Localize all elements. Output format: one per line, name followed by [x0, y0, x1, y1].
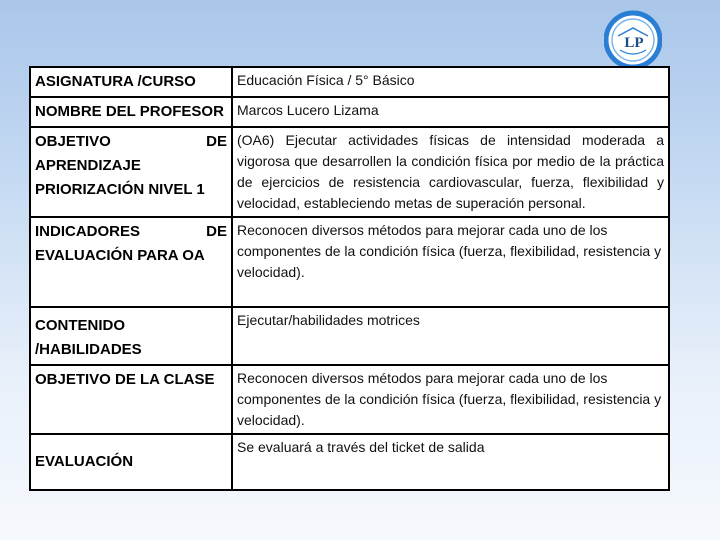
table-row [30, 97, 669, 127]
row-label-teacher: NOMBRE DEL PROFESOR [30, 97, 232, 127]
row-label-class-objective: OBJETIVO DE LA CLASE [30, 365, 232, 434]
row-label-subject: ASIGNATURA /CURSO [30, 67, 232, 97]
row-value-class-objective: Reconocen diversos métodos para mejorar cada uno de los componentes de la condición física (fuerza, flexibilidad, resistencia y velocidad). [232, 365, 669, 434]
school-logo-icon [604, 10, 662, 70]
table-row [30, 67, 669, 97]
table-row [30, 434, 669, 490]
table-row [30, 307, 669, 365]
row-value-objective: (OA6) Ejecutar actividades físicas de intensidad moderada a vigorosa que desarrollen la condición física por medio de la práctica de ejercicios de resistencia cardiovascular, fuerza, flexibilidad y velocidad, estableciendo metas de superación personal. [232, 127, 669, 217]
row-value-teacher: Marcos Lucero Lizama [232, 97, 669, 127]
row-value-indicators: Reconocen diversos métodos para mejorar cada uno de los componentes de la condición física (fuerza, flexibilidad, resistencia y velocidad). [232, 217, 669, 307]
row-label-objective: OBJETIVO DE APRENDIZAJE PRIORIZACIÓN NIVEL 1 [30, 127, 232, 217]
lesson-info-table [29, 66, 670, 491]
row-label-evaluation: EVALUACIÓN [30, 434, 232, 490]
row-value-subject: Educación Física / 5° Básico [232, 67, 669, 97]
table-row [30, 127, 669, 217]
row-label-content: CONTENIDO /HABILIDADES [30, 307, 232, 365]
table-row [30, 217, 669, 307]
row-label-indicators: INDICADORES DE EVALUACIÓN PARA OA [30, 217, 232, 307]
row-value-content: Ejecutar/habilidades motrices [232, 307, 669, 365]
table-row [30, 365, 669, 434]
logo-initials: LP [624, 35, 644, 51]
row-value-evaluation: Se evaluará a través del ticket de salida [232, 434, 669, 490]
